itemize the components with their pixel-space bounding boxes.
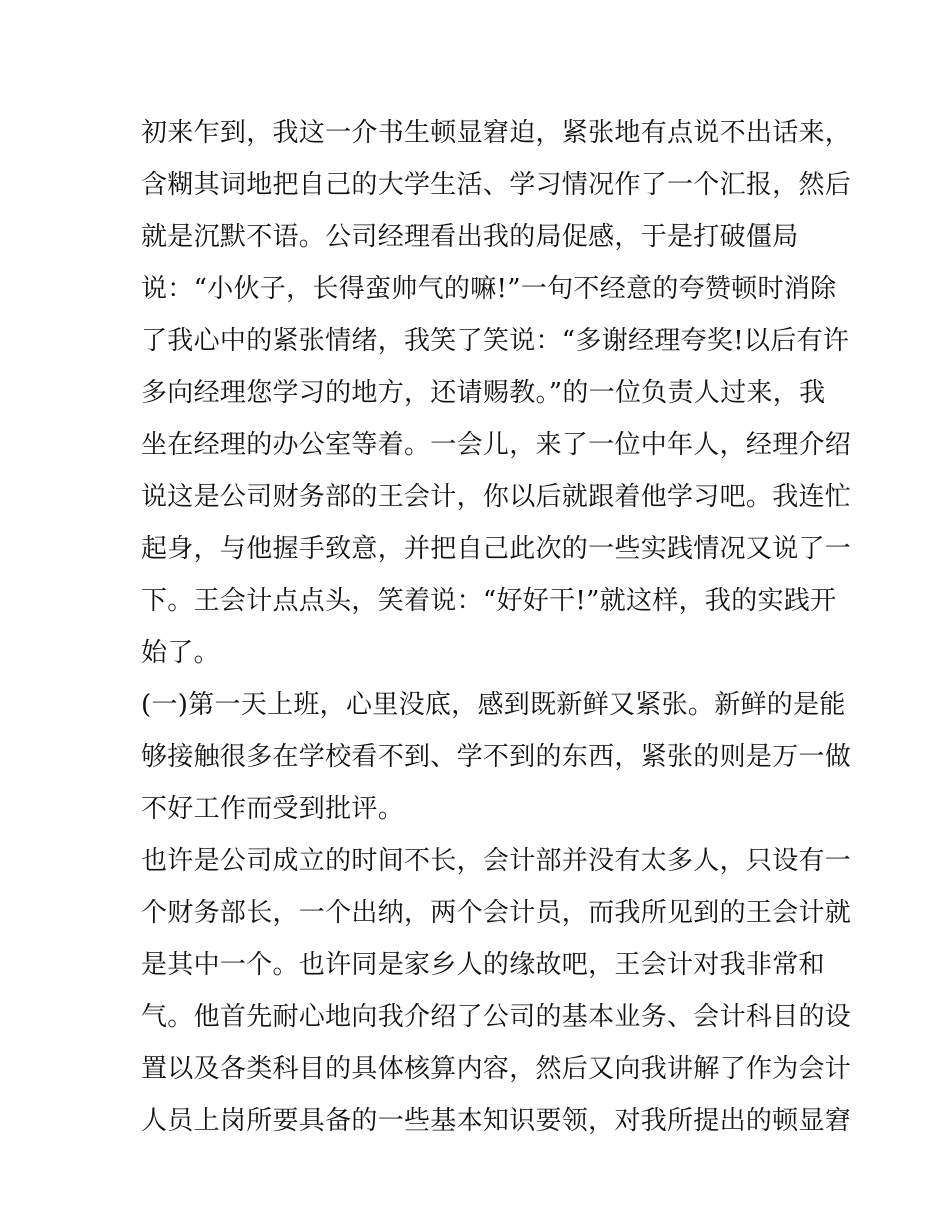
text-line: 多向经理您学习的地方，还请赐教。”的一位负责人过来，我 <box>141 378 826 408</box>
text-line: 说：“小伙子，长得蛮帅气的嘛!”一句不经意的夸赞顿时消除 <box>141 274 837 304</box>
text-line: 了我心中的紧张情绪，我笑了笑说：“多谢经理夸奖!以后有许 <box>141 326 850 356</box>
text-line: 含糊其词地把自己的大学生活、学习情况作了一个汇报，然后 <box>141 170 852 200</box>
text-line: 不好工作而受到批评。 <box>141 794 405 824</box>
text-line: 够接触很多在学校看不到、学不到的东西，紧张的则是万一做 <box>141 742 852 772</box>
text-line: (一)第一天上班，心里没底，感到既新鲜又紧张。新鲜的是能 <box>141 690 846 720</box>
text-line: 起身，与他握手致意，并把自己此次的一些实践情况又说了一 <box>141 534 852 564</box>
text-line: 坐在经理的办公室等着。一会儿，来了一位中年人，经理介绍 <box>141 430 852 460</box>
text-line: 就是沉默不语。公司经理看出我的局促感，于是打破僵局 <box>141 222 799 252</box>
text-line: 是其中一个。也许同是家乡人的缘故吧，王会计对我非常和 <box>141 950 825 980</box>
text-line: 置以及各类科目的具体核算内容，然后又向我讲解了作为会计 <box>141 1054 852 1084</box>
text-line: 始了。 <box>141 638 220 668</box>
body-text <box>141 107 852 1147</box>
text-line: 说这是公司财务部的王会计，你以后就跟着他学习吧。我连忙 <box>141 482 852 512</box>
text-line: 下。王会计点点头，笑着说：“好好干!”就这样，我的实践开 <box>141 586 837 616</box>
text-line: 初来乍到，我这一介书生顿显窘迫，紧张地有点说不出话来， <box>141 118 852 148</box>
text-line: 也许是公司成立的时间不长，会计部并没有太多人，只设有一 <box>141 846 852 876</box>
text-line: 个财务部长，一个出纳，两个会计员，而我所见到的王会计就 <box>141 898 852 928</box>
text-line: 人员上岗所要具备的一些基本知识要领，对我所提出的顿显窘 <box>141 1106 852 1136</box>
text-line: 气。他首先耐心地向我介绍了公司的基本业务、会计科目的设 <box>141 1002 852 1032</box>
